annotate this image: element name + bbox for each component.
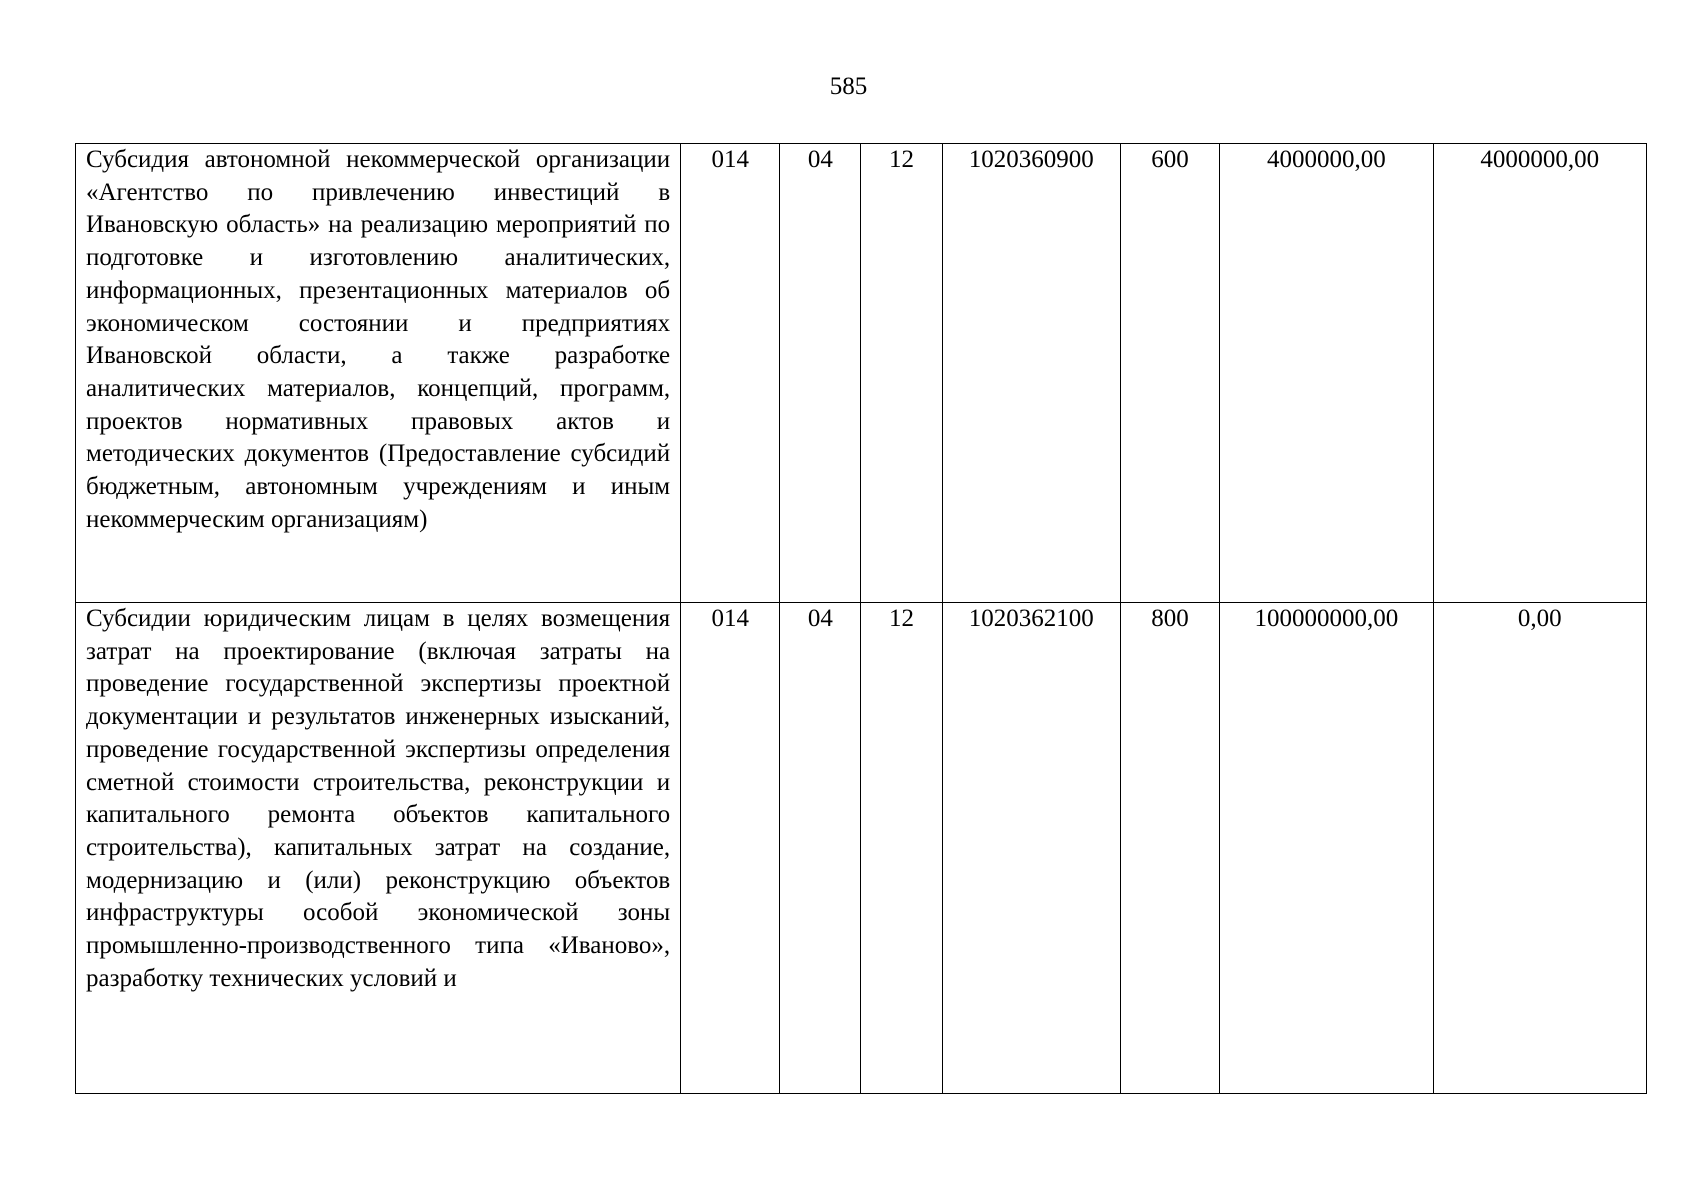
expense-type-code: 600 — [1120, 144, 1219, 603]
subsection-code: 12 — [861, 603, 942, 1094]
target-article-code: 1020362100 — [942, 603, 1120, 1094]
subsection-code: 12 — [861, 144, 942, 603]
expense-type-code: 800 — [1120, 603, 1219, 1094]
budget-table — [75, 143, 1647, 1094]
ministry-code: 014 — [681, 603, 780, 1094]
table-row — [76, 603, 1647, 1094]
page-number: 585 — [829, 73, 868, 100]
expense-description: Субсидии юридическим лицам в целях возмещения затрат на проектирование (включая затраты на проведение государственной экспертизы проектной документации и результатов инженерных изысканий, проведение государственной экспертизы определения сметной стоимости строительства, реконструкции и капитального ремонта объектов капитального строительства), капитальных затрат на создание, модернизацию и (или) реконструкцию объектов инфраструктуры особой экономической зоны промышленно-производственного типа «Иваново», разработку технических условий и — [76, 603, 681, 1094]
ministry-code: 014 — [681, 144, 780, 603]
table-row — [76, 144, 1647, 603]
section-code: 04 — [780, 144, 861, 603]
amount-year-1: 4000000,00 — [1220, 144, 1433, 603]
section-code: 04 — [780, 603, 861, 1094]
amount-year-1: 100000000,00 — [1220, 603, 1433, 1094]
amount-year-2: 4000000,00 — [1433, 144, 1646, 603]
target-article-code: 1020360900 — [942, 144, 1120, 603]
amount-year-2: 0,00 — [1433, 603, 1646, 1094]
expense-description: Субсидия автономной некоммерческой организации «Агентство по привлечению инвестиций в Ивановскую область» на реализацию мероприятий по подготовке и изготовлению аналитических, информационных, презентационных материалов об экономическом состоянии и предприятиях Ивановской области, а также разработке аналитических материалов, концепций, программ, проектов нормативных правовых актов и методических документов (Предоставление субсидий бюджетным, автономным учреждениям и иным некоммерческим организациям) — [76, 144, 681, 603]
